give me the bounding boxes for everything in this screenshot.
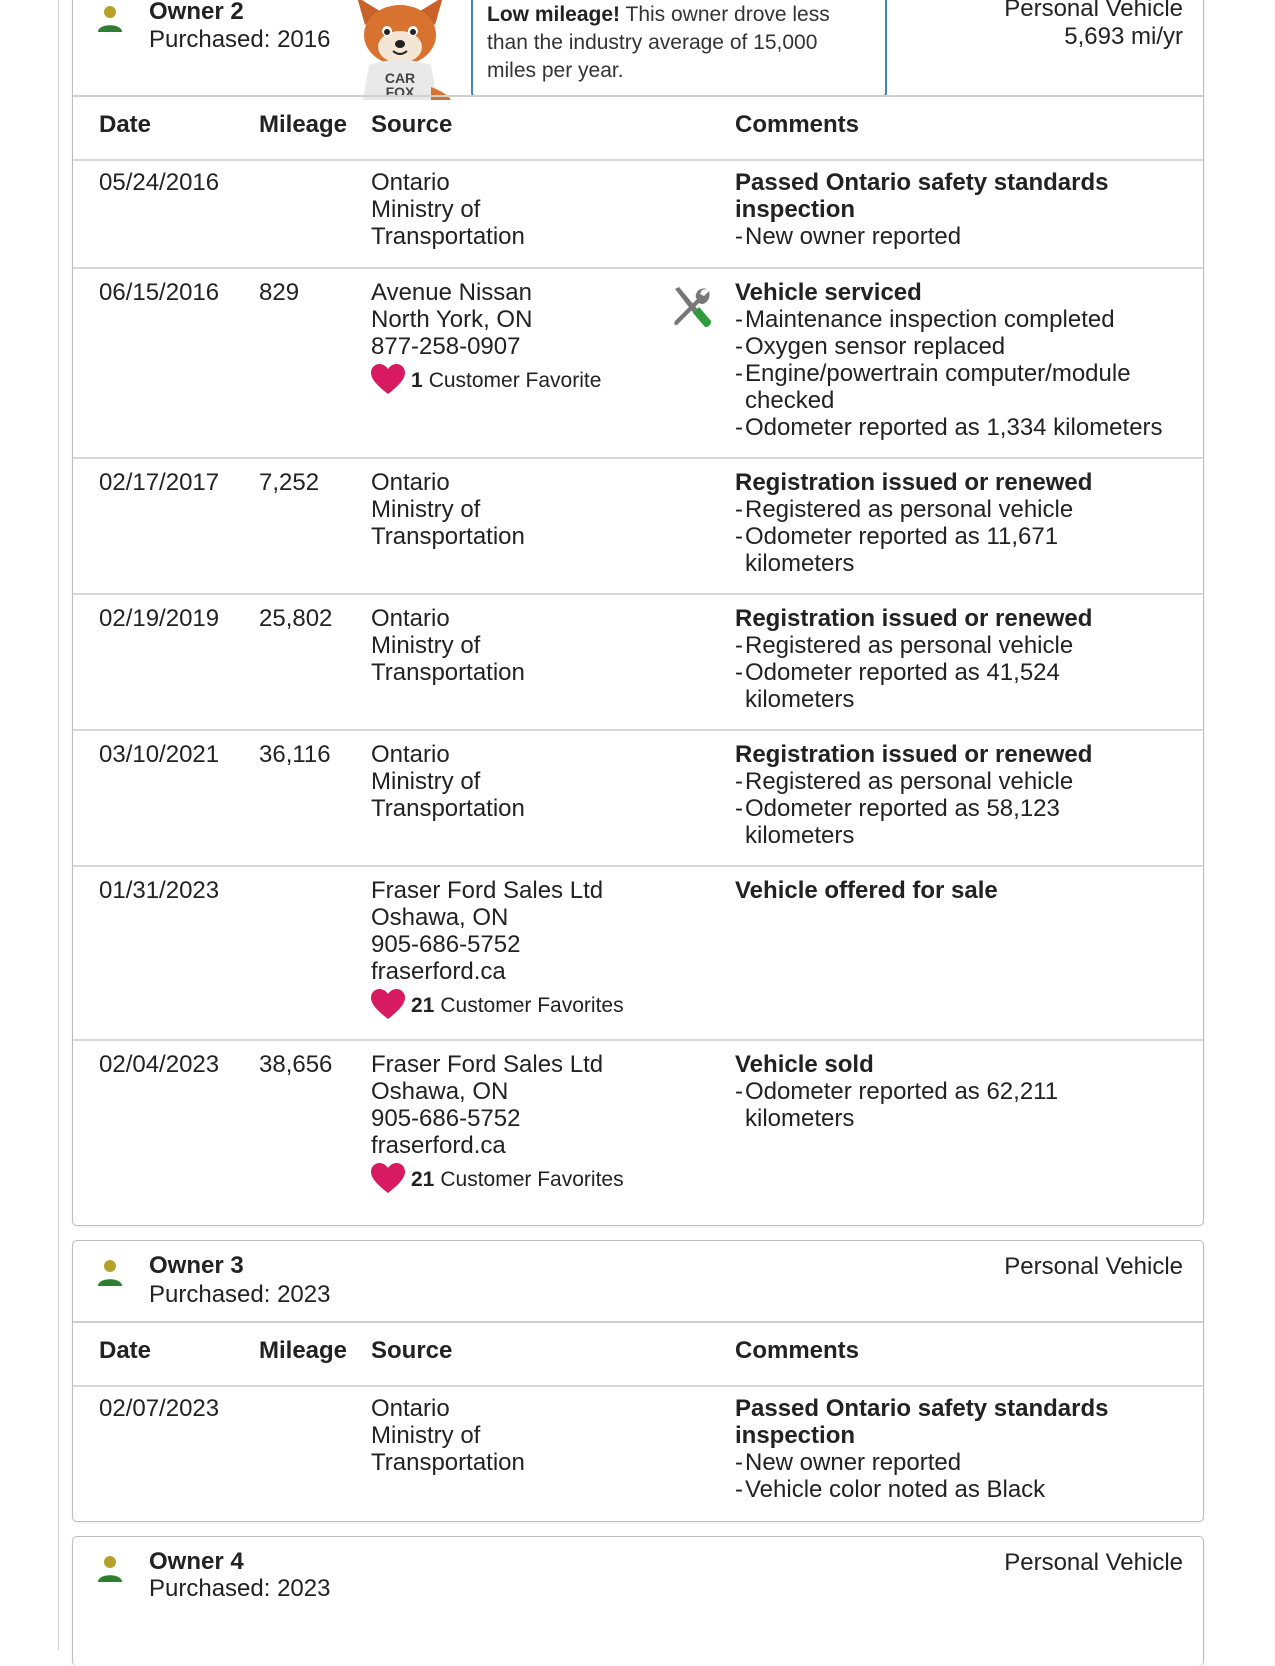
row-date: 02/07/2023 [99,1395,220,1422]
owner-3-card [72,1240,1204,1522]
row-comments [735,605,1185,713]
comment-line: - Odometer reported as 11,671 kilometers [735,523,1059,577]
row-source [371,169,671,250]
favorite-count: 21 [411,993,435,1017]
table-row [73,269,1203,459]
source-line: Oshawa, ON [371,904,509,931]
source-line: Ontario [371,169,450,196]
row-mileage: 7,252 [259,469,320,496]
source-line: Ministry of [371,196,481,223]
owner-purchased: Purchased: 2023 [149,1281,331,1308]
comment-line: - Odometer reported as 62,211 kilometers [735,1078,1059,1132]
owner-mileage-rate: 5,693 mi/yr [1064,23,1183,50]
row-source [371,469,671,550]
comment-line: - Engine/powertrain computer/module checked [735,360,1131,414]
favorite-label: Customer Favorite [428,368,602,392]
source-line: Transportation [371,659,525,686]
owner-person-icon [97,5,123,33]
row-comments [735,1051,1185,1132]
comment-line: - New owner reported [735,1449,962,1476]
comment-title: Passed Ontario safety standards inspection [735,169,1109,223]
comment-line: - Vehicle color noted as Black [735,1476,1046,1503]
col-source: Source [371,111,453,138]
table-row [73,1385,1203,1521]
owner-purchased: Purchased: 2023 [149,1575,331,1602]
owner-4-header [73,1537,1203,1617]
heart-icon [371,1163,405,1195]
history-table-header [73,1321,1203,1387]
row-comments [735,1395,1185,1503]
source-line: 905-686-5752 [371,931,521,958]
comment-line: - Odometer reported as 58,123 kilometers [735,795,1060,849]
row-source [371,877,671,1021]
comment-title: Vehicle offered for sale [735,877,998,904]
row-date: 03/10/2021 [99,741,220,768]
row-source [371,741,671,822]
heart-icon [371,989,405,1021]
row-mileage: 38,656 [259,1051,333,1078]
favorite-label: Customer Favorites [440,993,624,1017]
table-row [73,459,1203,595]
col-comments: Comments [735,111,860,138]
source-line: Ministry of [371,496,481,523]
row-comments [735,469,1185,577]
source-line: Transportation [371,1449,525,1476]
row-source [371,605,671,686]
source-line: 905-686-5752 [371,1105,521,1132]
row-comments [735,279,1185,441]
source-line: Ministry of [371,632,481,659]
source-line: Ontario [371,741,450,768]
col-comments: Comments [735,1337,860,1364]
col-date: Date [99,1337,152,1364]
comment-line: - Oxygen sensor replaced [735,333,1006,360]
row-source [371,1395,671,1476]
row-comments [735,741,1185,849]
source-line: North York, ON [371,306,533,333]
source-website[interactable]: fraserford.ca [371,1132,506,1159]
row-date: 05/24/2016 [99,169,220,196]
favorite-count: 1 [411,368,423,392]
customer-favorite[interactable] [371,1163,671,1195]
owner-4-card [72,1536,1204,1666]
row-date: 02/04/2023 [99,1051,220,1078]
source-line: Transportation [371,223,525,250]
svg-text:CAR: CAR [384,70,416,86]
source-line: 877-258-0907 [371,333,521,360]
row-source [371,279,671,396]
row-date: 02/17/2017 [99,469,220,496]
table-row [73,867,1203,1041]
comment-line: - Odometer reported as 1,334 kilometers [735,414,1163,441]
owner-3-header [73,1241,1203,1321]
owner-name: Owner 2 [149,0,244,25]
source-line: Ontario [371,469,450,496]
comment-line: - Registered as personal vehicle [735,632,1074,659]
col-mileage: Mileage [259,1337,348,1364]
row-comments [735,169,1185,250]
callout-bold: Low mileage! [487,3,621,26]
row-date: 01/31/2023 [99,877,220,904]
row-date: 02/19/2019 [99,605,220,632]
comment-title: Passed Ontario safety standards inspection [735,1395,1109,1449]
col-date: Date [99,111,152,138]
table-row [73,595,1203,731]
owner-person-icon [97,1555,123,1583]
table-row [73,159,1203,269]
col-source: Source [371,1337,453,1364]
col-mileage: Mileage [259,111,348,138]
favorite-count: 21 [411,1167,435,1191]
page-left-rule [58,0,59,1650]
favorite-label: Customer Favorites [440,1167,624,1191]
row-date: 06/15/2016 [99,279,220,306]
source-website[interactable]: fraserford.ca [371,958,506,985]
customer-favorite[interactable] [371,364,671,396]
source-line: Transportation [371,795,525,822]
customer-favorite[interactable] [371,989,671,1021]
history-table-header [73,95,1203,161]
owner-2-card [72,0,1204,1226]
row-comments [735,877,1185,904]
owner-use: Personal Vehicle [1004,1549,1183,1576]
callout-text: This owner drove less than the industry average of 15,000 miles per year. [487,3,830,82]
row-mileage: 25,802 [259,605,333,632]
table-row [73,731,1203,867]
comment-line: - Registered as personal vehicle [735,496,1074,523]
source-line: Ontario [371,605,450,632]
comment-line: - Odometer reported as 41,524 kilometers [735,659,1060,713]
row-mileage: 36,116 [259,741,331,768]
low-mileage-callout [471,0,887,97]
comment-line: - Maintenance inspection completed [735,306,1115,333]
source-line: Ontario [371,1395,450,1422]
comment-line: - New owner reported [735,223,962,250]
owner-purchased: Purchased: 2016 [149,26,331,53]
source-line: Fraser Ford Sales Ltd [371,877,604,904]
heart-icon [371,364,405,396]
service-wrench-icon [669,285,713,329]
owner-use: Personal Vehicle [1004,1253,1183,1280]
table-row [73,1041,1203,1217]
svg-text:FOX: FOX [385,84,415,100]
comment-title: Registration issued or renewed [735,741,1093,768]
source-line: Oshawa, ON [371,1078,509,1105]
comment-title: Vehicle sold [735,1051,874,1078]
comment-line: - Registered as personal vehicle [735,768,1074,795]
row-source [371,1051,671,1195]
comment-title: Registration issued or renewed [735,469,1093,496]
owner-person-icon [97,1259,123,1287]
comment-title: Registration issued or renewed [735,605,1093,632]
comment-title: Vehicle serviced [735,279,922,306]
source-line: Ministry of [371,768,481,795]
owner-use: Personal Vehicle [1004,0,1183,22]
source-line: Avenue Nissan [371,279,532,306]
carfox-mascot-icon [347,0,453,100]
owner-name: Owner 3 [149,1252,244,1279]
owner-2-header [73,0,1203,107]
source-line: Ministry of [371,1422,481,1449]
row-mileage: 829 [259,279,300,306]
source-line: Fraser Ford Sales Ltd [371,1051,604,1078]
source-line: Transportation [371,523,525,550]
owner-name: Owner 4 [149,1548,244,1575]
